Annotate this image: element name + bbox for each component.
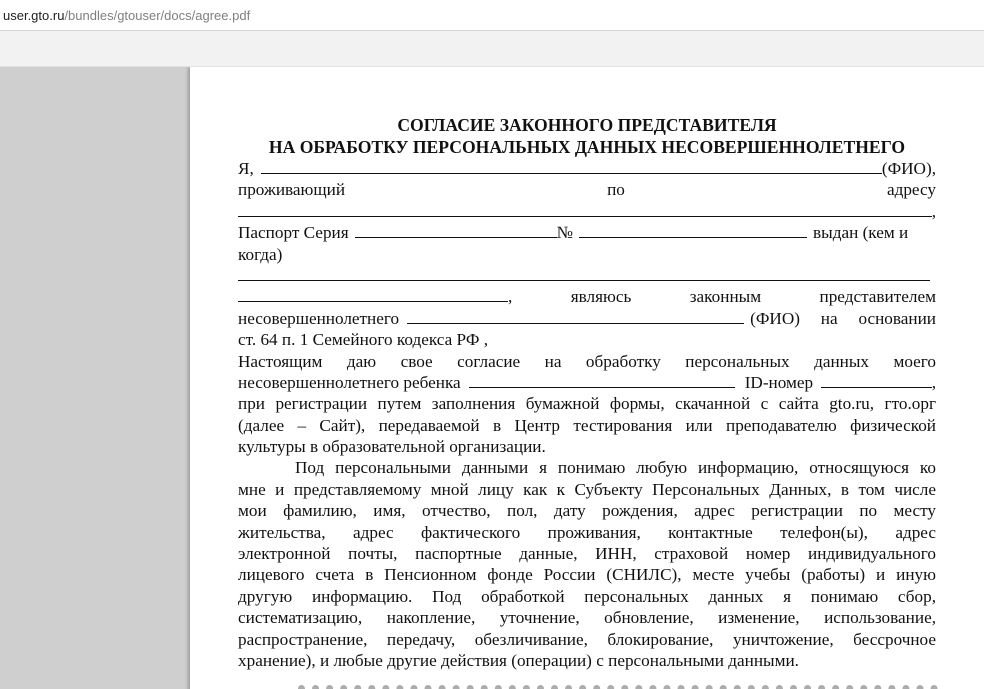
- pdf-page: [190, 67, 984, 689]
- child-label: несовершеннолетнего ребенка: [238, 372, 461, 392]
- code-reference: ст. 64 п. 1 Семейного кодекса РФ ,: [238, 330, 488, 350]
- fio-basis-label: (ФИО) на основании: [750, 308, 936, 328]
- address-row: [238, 201, 936, 222]
- pd-line: систематизацию, накопление, уточнение, обновление, изменение, использование,: [238, 608, 936, 628]
- issued-blank-row: [238, 265, 936, 286]
- registration-line-3: культуры в образовательной организации.: [238, 437, 546, 457]
- representative-comma: ,: [508, 287, 513, 307]
- minor-fio-blank: [407, 308, 744, 324]
- pd-line: распространение, передачу, обезличивание, блокирование, уничтожение, бессрочное: [238, 629, 936, 649]
- when-label: когда): [238, 244, 283, 264]
- residing-word-3: адресу: [886, 180, 936, 200]
- number-sign: №: [556, 223, 574, 243]
- pdf-viewer[interactable]: [0, 67, 984, 689]
- id-blank: [821, 372, 932, 388]
- being-word-3: представителем: [819, 287, 936, 307]
- pd-line: Под персональными данными я понимаю любую информацию, относящуюся ко: [295, 458, 936, 478]
- document-title-line-2: НА ОБРАБОТКУ ПЕРСОНАЛЬНЫХ ДАННЫХ НЕСОВЕРШЕННОЛЕТНЕГО: [268, 136, 906, 157]
- cut-off-next-line: [298, 685, 938, 689]
- minor-label: несовершеннолетнего: [238, 308, 400, 328]
- fio-blank: [261, 158, 882, 174]
- address-blank: [238, 201, 932, 217]
- fio-label: (ФИО),: [881, 159, 936, 178]
- issued-by-label: выдан (кем и: [813, 223, 909, 243]
- url-host: user.gto.ru: [3, 8, 65, 23]
- passport-series-label: Паспорт Серия: [238, 223, 349, 243]
- fio-row: [238, 158, 936, 179]
- address-comma: ,: [931, 201, 936, 221]
- registration-line-1: при регистрации путем заполнения бумажной формы, скачанной с сайта gto.ru, гто.орг: [238, 394, 936, 414]
- pd-line: мне и представляемому мной лицу как к Субъекту Персональных Данных, в том числе: [238, 479, 936, 499]
- passport-row: [238, 222, 936, 243]
- document-content: [238, 115, 936, 671]
- ya-label: Я,: [238, 159, 254, 178]
- being-word-1: являюсь: [570, 287, 632, 307]
- residing-row: [238, 179, 936, 200]
- toolbar-strip: [0, 31, 984, 67]
- url-path: /bundles/gtouser/docs/agree.pdf: [64, 8, 251, 23]
- child-fio-blank: [469, 372, 735, 388]
- child-row: [238, 372, 936, 393]
- url-text[interactable]: [3, 8, 250, 23]
- passport-series-blank: [355, 222, 557, 238]
- pd-last-line: хранение), и любые другие действия (операции) с персональными данными.: [238, 650, 799, 670]
- passport-number-blank: [579, 222, 807, 238]
- issued-blank: [238, 265, 930, 281]
- pd-line: лицевого счета в Пенсионном фонде России (СНИЛС), месте учебы (работы) и иную: [238, 565, 936, 585]
- document-title-line-1: СОГЛАСИЕ ЗАКОННОГО ПРЕДСТАВИТЕЛЯ: [397, 115, 777, 135]
- being-word-2: законным: [689, 287, 762, 307]
- representative-row: [238, 286, 936, 307]
- registration-line-2: (далее – Сайт), передаваемой в Центр тестирования или преподавателю физической: [238, 415, 936, 435]
- minor-row: [238, 308, 936, 329]
- id-comma: ,: [931, 372, 936, 392]
- representative-blank: [238, 286, 508, 302]
- pd-line: жительства, адрес фактического проживания, контактные телефон(ы), адрес: [238, 522, 936, 542]
- consent-line-1: Настоящим даю свое согласие на обработку персональных данных моего: [238, 351, 936, 371]
- residing-word-1: проживающий: [238, 180, 346, 200]
- pd-line: другую информацию. Под обработкой персональных данных я понимаю сбор,: [238, 586, 936, 606]
- residing-word-2: по: [607, 180, 625, 200]
- id-label: ID-номер: [744, 372, 814, 392]
- when-row: [238, 244, 936, 265]
- pd-line: мои фамилию, имя, отчество, пол, дату рождения, адрес регистрации по месту: [238, 501, 936, 521]
- address-bar[interactable]: [0, 0, 984, 31]
- pd-line: электронной почты, паспортные данные, ИНН, страховой номер индивидуального: [238, 544, 936, 564]
